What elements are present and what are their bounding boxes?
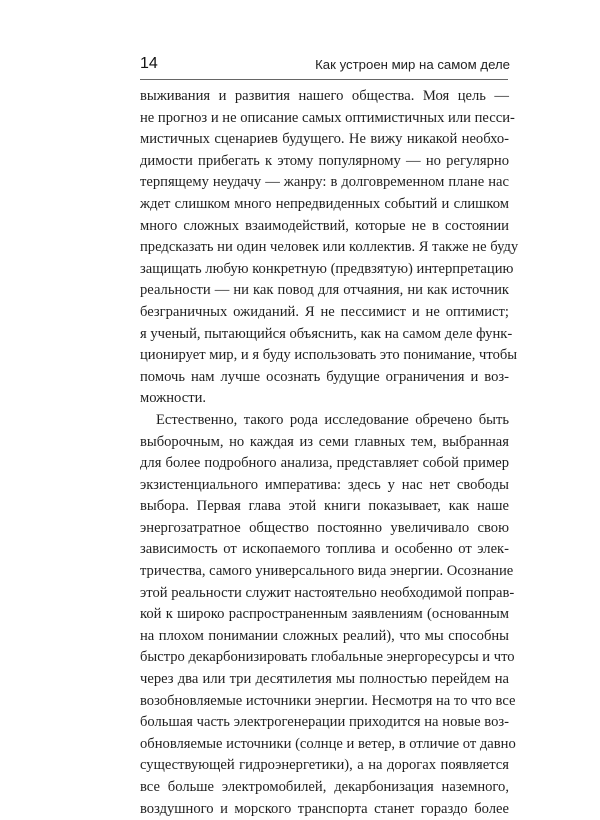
text-line: безграничных ожиданий. Я не пессимист и не оптимист;: [140, 303, 509, 320]
text-line: зависимость от ископаемого топлива и особенно от элек-: [140, 541, 509, 558]
body-text: [140, 86, 519, 820]
text-line: этой реальности служит настоятельно необходимой поправ-: [140, 584, 515, 601]
text-line: воздушного и морского транспорта станет гораздо более: [140, 800, 509, 817]
text-line: обновляемые источники (солнце и ветер, в отличие от давно: [140, 735, 516, 752]
text-line: много сложных взаимодействий, которые не в состоянии: [140, 217, 509, 234]
text-line: возобновляемые источники энергии. Несмотря на то что все: [140, 692, 516, 709]
text-line: для более подробного анализа, представляет собой пример: [140, 455, 509, 472]
text-line: реальности — ни как повод для отчаяния, ни как источник: [140, 282, 509, 299]
text-line: защищать любую конкретную (предвзятую) интерпретацию: [140, 260, 514, 277]
text-line: выборочным, но каждая из семи главных тем, выбранная: [140, 433, 509, 450]
header-divider: [140, 79, 508, 80]
text-line: экзистенциального императива: здесь у нас нет свободы: [140, 476, 509, 493]
page-header: [140, 54, 510, 74]
text-line: ционирует мир, и я буду использовать это понимание, чтобы: [140, 347, 518, 364]
text-line: не прогноз и не описание самых оптимистичных или песси-: [140, 109, 515, 126]
text-line: ждет слишком много непредвиденных событий и слишком: [140, 195, 509, 212]
text-line: большая часть электрогенерации приходится на новые воз-: [140, 714, 509, 731]
page-number: 14: [140, 55, 158, 72]
text-line: энергозатратное общество постоянно увеличивало свою: [140, 519, 509, 536]
text-line: быстро декарбонизировать глобальные энергоресурсы и что: [140, 649, 515, 666]
text-line: мистичных сценариев будущего. Не вижу никакой необхо-: [140, 131, 509, 148]
text-line: выбора. Первая глава этой книги показывает, как наше: [140, 498, 509, 515]
text-line: через два или три десятилетия мы полностью перейдем на: [140, 671, 509, 688]
text-line: тричества, самого универсального вида энергии. Осознание: [140, 563, 514, 580]
text-line: я ученый, пытающийся объяснить, как на самом деле функ-: [140, 325, 513, 342]
text-line: существующей гидроэнергетики), а на дорогах появляется: [140, 757, 509, 774]
text-line: все больше электромобилей, декарбонизация наземного,: [140, 779, 509, 795]
text-line: помочь нам лучше осознать будущие ограничения и воз-: [140, 368, 509, 385]
running-title: Как устроен мир на самом деле: [315, 56, 510, 72]
text-line-paragraph-end: можности.: [140, 390, 207, 407]
text-line: на плохом понимании сложных реалий), что мы способны: [140, 627, 509, 644]
text-line: терпящему неудачу — жанру: в долговременном плане нас: [140, 174, 509, 191]
text-line: предсказать ни один человек или коллектив. Я также не буду: [140, 239, 519, 256]
text-line-paragraph-start: Естественно, такого рода исследование обречено быть: [156, 411, 509, 428]
text-line: димости прибегать к этому популярному — но регулярно: [140, 152, 509, 169]
text-line: выживания и развития нашего общества. Моя цель —: [140, 88, 509, 104]
text-line: кой к широко распространенным заявлениям (основанным: [140, 606, 509, 623]
